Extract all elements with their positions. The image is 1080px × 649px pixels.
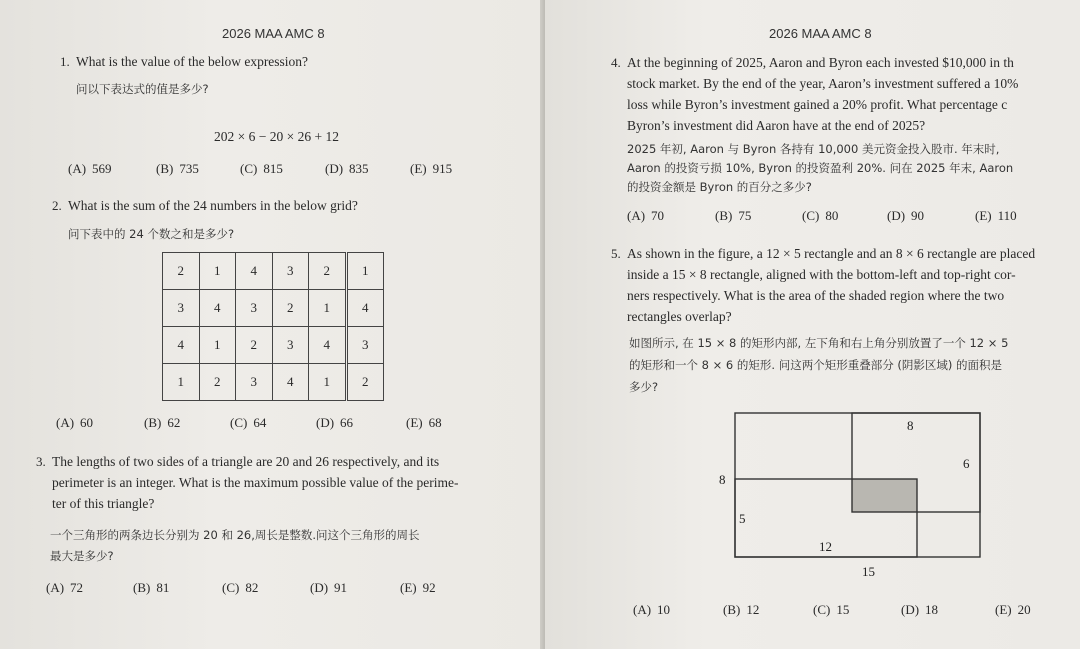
grid-cell: 3 <box>236 364 273 401</box>
choice-value: 70 <box>651 208 665 223</box>
q3-choice-a[interactable] <box>46 580 83 596</box>
grid-cell: 4 <box>236 253 273 290</box>
grid-cell: 2 <box>163 253 200 290</box>
q4-choice-e[interactable] <box>975 208 1017 224</box>
choice-value: 90 <box>911 208 925 223</box>
number-grid <box>162 252 384 401</box>
label-left: 8 <box>719 472 726 487</box>
label-top: 8 <box>907 418 914 433</box>
grid-cell: 2 <box>272 290 309 327</box>
label-inner-left: 5 <box>739 511 746 526</box>
grid-cell: 1 <box>346 253 384 290</box>
grid-row <box>163 327 384 364</box>
choice-value: 80 <box>825 208 839 223</box>
choice-value: 10 <box>657 602 671 617</box>
choice-label: (E) <box>410 161 427 176</box>
q2-choice-e[interactable] <box>406 415 442 431</box>
rectangles-figure <box>705 405 1045 585</box>
grid-cell: 3 <box>272 327 309 364</box>
grid-cell: 4 <box>346 290 384 327</box>
q4-choice-d[interactable] <box>887 208 924 224</box>
question-3-zh-line-2: 最大是多少? <box>50 549 114 563</box>
page-header-right: 2026 MAA AMC 8 <box>769 26 872 41</box>
question-3-zh-line-1: 一个三角形的两条边长分别为 20 和 26,周长是整数.问这个三角形的周长 <box>50 528 420 542</box>
choice-label: (E) <box>995 602 1012 617</box>
choice-label: (D) <box>316 415 335 430</box>
question-5-number: 5. <box>611 246 621 261</box>
q1-choice-e[interactable] <box>410 161 452 177</box>
choice-value: 915 <box>432 161 453 176</box>
question-4-line-1: At the beginning of 2025, Aaron and Byron each invested $10,000 in th <box>627 55 1014 70</box>
q1-choice-a[interactable] <box>68 161 112 177</box>
question-1-text-zh: 问以下表达式的值是多少? <box>76 82 209 96</box>
choice-value: 735 <box>179 161 199 176</box>
page-header-left: 2026 MAA AMC 8 <box>222 26 325 41</box>
choice-label: (C) <box>222 580 240 595</box>
q1-choice-c[interactable] <box>240 161 283 177</box>
question-4-zh-line-3: 的投资金额是 Byron 的百分之多少? <box>627 180 812 194</box>
question-2-text-zh: 问下表中的 24 个数之和是多少? <box>68 227 235 241</box>
choice-label: (B) <box>156 161 174 176</box>
choice-value: 72 <box>70 580 84 595</box>
choice-value: 60 <box>80 415 94 430</box>
right-page <box>545 0 1080 649</box>
choice-value: 68 <box>428 415 442 430</box>
choice-label: (B) <box>133 580 151 595</box>
question-1-expression: 202 × 6 − 20 × 26 + 12 <box>214 129 339 144</box>
grid-cell: 3 <box>346 327 384 364</box>
grid-row <box>163 290 384 327</box>
choice-label: (A) <box>633 602 652 617</box>
question-4-line-4: Byron’s investment did Aaron have at the end of 2025? <box>627 118 926 133</box>
q1-choice-b[interactable] <box>156 161 199 177</box>
question-3-number: 3. <box>36 454 46 469</box>
question-5-zh-line-2: 的矩形和一个 8 × 6 的矩形. 问这两个矩形重叠部分 (阴影区域) 的面积是 <box>629 358 1002 372</box>
q3-choice-e[interactable] <box>400 580 436 596</box>
choice-value: 82 <box>245 580 259 595</box>
q4-choice-a[interactable] <box>627 208 664 224</box>
grid-cell: 4 <box>163 327 200 364</box>
question-5-line-4: rectangles overlap? <box>627 309 732 324</box>
grid-cell: 4 <box>309 327 347 364</box>
q2-choice-d[interactable] <box>316 415 353 431</box>
question-4-zh-line-2: Aaron 的投资亏损 10%, Byron 的投资盈利 20%. 问在 2025 年末, Aaron <box>627 161 1014 175</box>
q5-choice-c[interactable] <box>813 602 849 618</box>
grid-cell: 2 <box>309 253 347 290</box>
choice-value: 62 <box>167 415 181 430</box>
grid-cell: 1 <box>199 327 236 364</box>
question-5-line-3: ners respectively. What is the area of the shaded region where the two <box>627 288 1005 303</box>
question-3-line-3: ter of this triangle? <box>52 496 155 511</box>
choice-label: (D) <box>901 602 920 617</box>
choice-label: (A) <box>46 580 65 595</box>
choice-value: 835 <box>349 161 369 176</box>
question-1-text: What is the value of the below expression? <box>76 54 309 69</box>
q5-choice-b[interactable] <box>723 602 759 618</box>
choice-label: (E) <box>406 415 423 430</box>
choice-value: 12 <box>746 602 760 617</box>
grid-cell: 3 <box>272 253 309 290</box>
grid-cell: 4 <box>199 290 236 327</box>
shaded-overlap-region <box>852 479 917 512</box>
question-3-line-1: The lengths of two sides of a triangle are 20 and 26 respectively, and its <box>52 454 440 469</box>
q2-choice-a[interactable] <box>56 415 93 431</box>
choice-value: 91 <box>334 580 348 595</box>
q4-choice-b[interactable] <box>715 208 751 224</box>
grid-cell: 1 <box>199 253 236 290</box>
choice-value: 66 <box>340 415 354 430</box>
choice-label: (C) <box>230 415 248 430</box>
choice-label: (A) <box>627 208 646 223</box>
choice-label: (B) <box>144 415 162 430</box>
question-4-zh-line-1: 2025 年初, Aaron 与 Byron 各持有 10,000 美元资金投入股市. 年末时, <box>627 142 1000 156</box>
question-2-number: 2. <box>52 198 62 213</box>
q2-choice-b[interactable] <box>144 415 180 431</box>
question-5-line-1: As shown in the figure, a 12 × 5 rectangle and an 8 × 6 rectangle are placed <box>627 246 1036 261</box>
label-inner-bottom: 12 <box>819 539 832 554</box>
grid-cell: 3 <box>236 290 273 327</box>
grid-cell: 1 <box>309 364 347 401</box>
choice-value: 110 <box>997 208 1017 223</box>
q2-choice-c[interactable] <box>230 415 266 431</box>
q3-choice-b[interactable] <box>133 580 169 596</box>
label-right: 6 <box>963 456 970 471</box>
choice-label: (A) <box>56 415 75 430</box>
choice-label: (C) <box>813 602 831 617</box>
grid-cell: 2 <box>199 364 236 401</box>
q3-choice-d[interactable] <box>310 580 347 596</box>
choice-value: 92 <box>422 580 436 595</box>
q1-choice-d[interactable] <box>325 161 369 177</box>
q5-choice-d[interactable] <box>901 602 938 618</box>
label-bottom: 15 <box>862 564 875 579</box>
choice-label: (E) <box>400 580 417 595</box>
choice-value: 64 <box>253 415 267 430</box>
grid-cell: 1 <box>309 290 347 327</box>
choice-label: (B) <box>715 208 733 223</box>
choice-label: (B) <box>723 602 741 617</box>
choice-value: 75 <box>738 208 752 223</box>
question-4-line-3: loss while Byron’s investment gained a 20% profit. What percentage c <box>627 97 1008 112</box>
question-5-zh-line-1: 如图所示, 在 15 × 8 的矩形内部, 左下角和右上角分别放置了一个 12 × 5 <box>629 336 1009 350</box>
grid-row <box>163 253 384 290</box>
grid-cell: 3 <box>163 290 200 327</box>
question-3-line-2: perimeter is an integer. What is the maximum possible value of the perime- <box>52 475 459 490</box>
choice-label: (A) <box>68 161 87 176</box>
grid-cell: 2 <box>346 364 384 401</box>
grid-row <box>163 364 384 401</box>
question-4-line-2: stock market. By the end of the year, Aaron’s investment suffered a 10% <box>627 76 1019 91</box>
grid-cell: 2 <box>236 327 273 364</box>
choice-label: (C) <box>240 161 258 176</box>
grid-cell: 4 <box>272 364 309 401</box>
choice-value: 81 <box>156 580 170 595</box>
choice-value: 15 <box>836 602 850 617</box>
q4-choice-c[interactable] <box>802 208 838 224</box>
question-1-number: 1. <box>60 54 70 69</box>
q3-choice-c[interactable] <box>222 580 258 596</box>
choice-label: (C) <box>802 208 820 223</box>
question-4-number: 4. <box>611 55 621 70</box>
grid-cell: 1 <box>163 364 200 401</box>
choice-label: (E) <box>975 208 992 223</box>
question-2-text: What is the sum of the 24 numbers in the below grid? <box>68 198 358 213</box>
choice-value: 815 <box>263 161 283 176</box>
q5-choice-e[interactable] <box>995 602 1031 618</box>
choice-label: (D) <box>310 580 329 595</box>
choice-label: (D) <box>325 161 344 176</box>
choice-value: 569 <box>92 161 112 176</box>
choice-value: 18 <box>925 602 939 617</box>
q5-choice-a[interactable] <box>633 602 670 618</box>
choice-value: 20 <box>1017 602 1031 617</box>
question-5-line-2: inside a 15 × 8 rectangle, aligned with the bottom-left and top-right cor- <box>627 267 1016 282</box>
question-5-zh-line-3: 多少? <box>629 380 659 394</box>
choice-label: (D) <box>887 208 906 223</box>
